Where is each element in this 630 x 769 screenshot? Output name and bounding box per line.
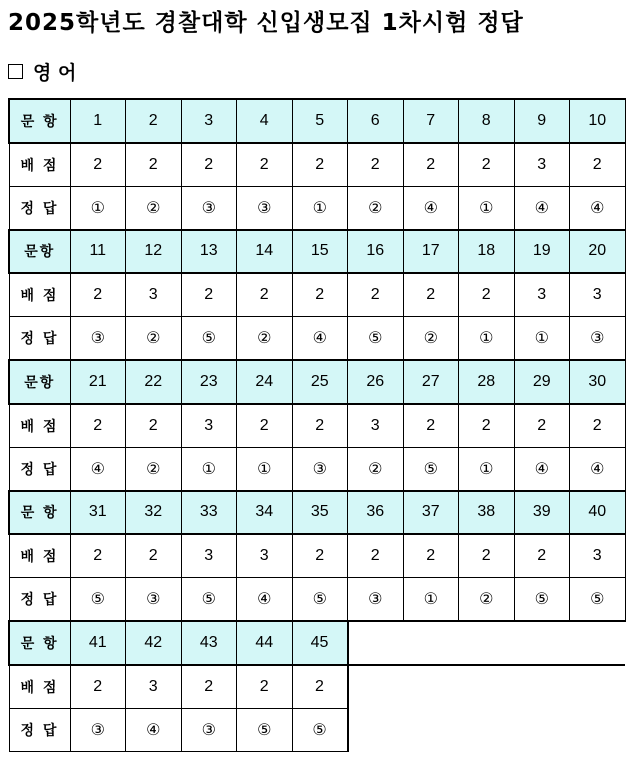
empty-cell	[514, 665, 570, 709]
empty-cell	[348, 621, 404, 665]
score-row	[9, 534, 625, 578]
answer-row	[9, 186, 625, 230]
answer-cell: ④	[126, 708, 182, 752]
answer-cell: ①	[237, 447, 293, 491]
empty-cell	[403, 621, 459, 665]
answer-cell: ②	[403, 317, 459, 361]
score-cell: 2	[181, 273, 237, 317]
answer-cell: ④	[237, 578, 293, 622]
section-heading	[8, 58, 76, 84]
question-number: 24	[237, 360, 293, 404]
score-cell: 3	[514, 143, 570, 187]
question-row	[9, 491, 625, 535]
answer-cell: ②	[126, 447, 182, 491]
answer-cell: ②	[348, 447, 404, 491]
question-number: 36	[348, 491, 404, 535]
question-number: 25	[292, 360, 348, 404]
answer-row	[9, 447, 625, 491]
question-number: 19	[514, 230, 570, 274]
score-cell: 3	[181, 534, 237, 578]
question-number: 39	[514, 491, 570, 535]
score-cell: 2	[70, 273, 126, 317]
answer-cell: ①	[70, 186, 126, 230]
score-cell: 2	[70, 404, 126, 448]
empty-cell	[514, 621, 570, 665]
answer-row-label: 정 답	[9, 186, 70, 230]
score-cell: 3	[126, 665, 182, 709]
answer-cell: ②	[459, 578, 515, 622]
score-cell: 2	[570, 404, 626, 448]
question-row-label: 문 항	[9, 99, 70, 143]
question-number: 2	[126, 99, 182, 143]
empty-cell	[348, 665, 404, 709]
score-cell: 2	[126, 404, 182, 448]
question-number: 8	[459, 99, 515, 143]
question-number: 6	[348, 99, 404, 143]
question-number: 9	[514, 99, 570, 143]
score-row-label: 배 점	[9, 143, 70, 187]
answer-cell: ④	[514, 447, 570, 491]
question-number: 5	[292, 99, 348, 143]
answer-cell: ⑤	[292, 578, 348, 622]
answer-cell: ②	[348, 186, 404, 230]
empty-cell	[514, 708, 570, 752]
empty-cell	[459, 621, 515, 665]
question-row	[9, 230, 625, 274]
answer-cell: ③	[181, 186, 237, 230]
answer-cell: ②	[126, 186, 182, 230]
answer-cell: ④	[292, 317, 348, 361]
question-number: 38	[459, 491, 515, 535]
answer-cell: ①	[459, 186, 515, 230]
empty-cell	[459, 708, 515, 752]
answer-cell: ②	[126, 317, 182, 361]
answer-cell: ③	[292, 447, 348, 491]
question-number: 1	[70, 99, 126, 143]
question-row-label: 문 항	[9, 621, 70, 665]
question-number: 14	[237, 230, 293, 274]
answer-row	[9, 317, 625, 361]
answer-cell: ⑤	[237, 708, 293, 752]
score-cell: 2	[70, 143, 126, 187]
answer-cell: ④	[570, 186, 626, 230]
page-title: 2025학년도 경찰대학 신입생모집 1차시험 정답	[8, 10, 524, 36]
score-cell: 2	[237, 273, 293, 317]
score-cell: 2	[514, 534, 570, 578]
answer-cell: ⑤	[514, 578, 570, 622]
score-cell: 2	[292, 404, 348, 448]
question-number: 7	[403, 99, 459, 143]
empty-cell	[403, 708, 459, 752]
score-cell: 2	[403, 273, 459, 317]
question-number: 17	[403, 230, 459, 274]
question-number: 4	[237, 99, 293, 143]
score-row	[9, 273, 625, 317]
empty-cell	[403, 665, 459, 709]
score-cell: 2	[570, 143, 626, 187]
answer-cell: ⑤	[403, 447, 459, 491]
question-row-label: 문항	[9, 230, 70, 274]
score-cell: 2	[292, 665, 348, 709]
answer-cell: ③	[70, 317, 126, 361]
score-row-label: 배 점	[9, 665, 70, 709]
answer-cell: ①	[181, 447, 237, 491]
question-number: 32	[126, 491, 182, 535]
question-number: 16	[348, 230, 404, 274]
question-row	[9, 621, 625, 665]
answer-cell: ③	[70, 708, 126, 752]
question-row-label: 문 항	[9, 491, 70, 535]
score-cell: 2	[292, 143, 348, 187]
score-cell: 2	[292, 273, 348, 317]
answer-cell: ②	[237, 317, 293, 361]
question-number: 21	[70, 360, 126, 404]
score-cell: 2	[126, 143, 182, 187]
score-cell: 3	[348, 404, 404, 448]
answer-cell: ⑤	[70, 578, 126, 622]
question-number: 11	[70, 230, 126, 274]
question-number: 3	[181, 99, 237, 143]
question-number: 22	[126, 360, 182, 404]
question-number: 15	[292, 230, 348, 274]
answer-cell: ⑤	[181, 317, 237, 361]
answer-cell: ①	[459, 447, 515, 491]
empty-cell	[570, 665, 626, 709]
answer-cell: ④	[403, 186, 459, 230]
question-number: 42	[126, 621, 182, 665]
score-cell: 3	[570, 534, 626, 578]
question-number: 12	[126, 230, 182, 274]
question-number: 37	[403, 491, 459, 535]
question-row-label: 문항	[9, 360, 70, 404]
question-number: 30	[570, 360, 626, 404]
question-number: 13	[181, 230, 237, 274]
empty-cell	[459, 665, 515, 709]
score-cell: 2	[459, 273, 515, 317]
answer-cell: ③	[237, 186, 293, 230]
score-cell: 3	[126, 273, 182, 317]
question-row	[9, 99, 625, 143]
answer-row-label: 정 답	[9, 317, 70, 361]
score-cell: 3	[237, 534, 293, 578]
answer-row-label: 정 답	[9, 447, 70, 491]
score-cell: 2	[459, 404, 515, 448]
question-number: 26	[348, 360, 404, 404]
score-cell: 2	[403, 404, 459, 448]
score-cell: 2	[126, 534, 182, 578]
question-number: 41	[70, 621, 126, 665]
question-number: 35	[292, 491, 348, 535]
question-number: 10	[570, 99, 626, 143]
score-cell: 2	[403, 143, 459, 187]
score-cell: 2	[514, 404, 570, 448]
score-row-label: 배 점	[9, 273, 70, 317]
score-cell: 3	[514, 273, 570, 317]
answer-cell: ③	[570, 317, 626, 361]
answer-row	[9, 708, 625, 752]
answer-row	[9, 578, 625, 622]
score-row	[9, 404, 625, 448]
score-cell: 2	[292, 534, 348, 578]
score-cell: 2	[237, 404, 293, 448]
score-row	[9, 143, 625, 187]
score-cell: 2	[237, 143, 293, 187]
question-number: 27	[403, 360, 459, 404]
section-label: 영 어	[33, 61, 77, 84]
empty-cell	[570, 621, 626, 665]
score-cell: 2	[459, 534, 515, 578]
question-number: 45	[292, 621, 348, 665]
question-number: 20	[570, 230, 626, 274]
score-row-label: 배 점	[9, 534, 70, 578]
score-cell: 2	[70, 534, 126, 578]
answer-cell: ⑤	[292, 708, 348, 752]
question-number: 28	[459, 360, 515, 404]
answer-cell: ③	[126, 578, 182, 622]
score-cell: 3	[181, 404, 237, 448]
score-row-label: 배 점	[9, 404, 70, 448]
answer-cell: ⑤	[348, 317, 404, 361]
answer-cell: ①	[403, 578, 459, 622]
checkbox-icon	[8, 64, 23, 79]
score-row	[9, 665, 625, 709]
answer-table	[8, 98, 626, 752]
question-number: 31	[70, 491, 126, 535]
empty-cell	[348, 708, 404, 752]
answer-cell: ④	[70, 447, 126, 491]
score-cell: 2	[403, 534, 459, 578]
question-number: 34	[237, 491, 293, 535]
answer-row-label: 정 답	[9, 578, 70, 622]
answer-cell: ⑤	[181, 578, 237, 622]
score-cell: 2	[348, 143, 404, 187]
score-cell: 3	[570, 273, 626, 317]
empty-cell	[570, 708, 626, 752]
answer-cell: ①	[514, 317, 570, 361]
answer-cell: ①	[292, 186, 348, 230]
score-cell: 2	[348, 273, 404, 317]
question-number: 23	[181, 360, 237, 404]
score-cell: 2	[237, 665, 293, 709]
question-number: 43	[181, 621, 237, 665]
answer-cell: ④	[570, 447, 626, 491]
answer-row-label: 정 답	[9, 708, 70, 752]
answer-cell: ⑤	[570, 578, 626, 622]
question-number: 18	[459, 230, 515, 274]
answer-cell: ③	[348, 578, 404, 622]
question-number: 40	[570, 491, 626, 535]
score-cell: 2	[70, 665, 126, 709]
answer-cell: ①	[459, 317, 515, 361]
question-row	[9, 360, 625, 404]
answer-cell: ④	[514, 186, 570, 230]
question-number: 33	[181, 491, 237, 535]
score-cell: 2	[181, 143, 237, 187]
score-cell: 2	[459, 143, 515, 187]
question-number: 44	[237, 621, 293, 665]
answer-cell: ③	[181, 708, 237, 752]
score-cell: 2	[348, 534, 404, 578]
score-cell: 2	[181, 665, 237, 709]
question-number: 29	[514, 360, 570, 404]
